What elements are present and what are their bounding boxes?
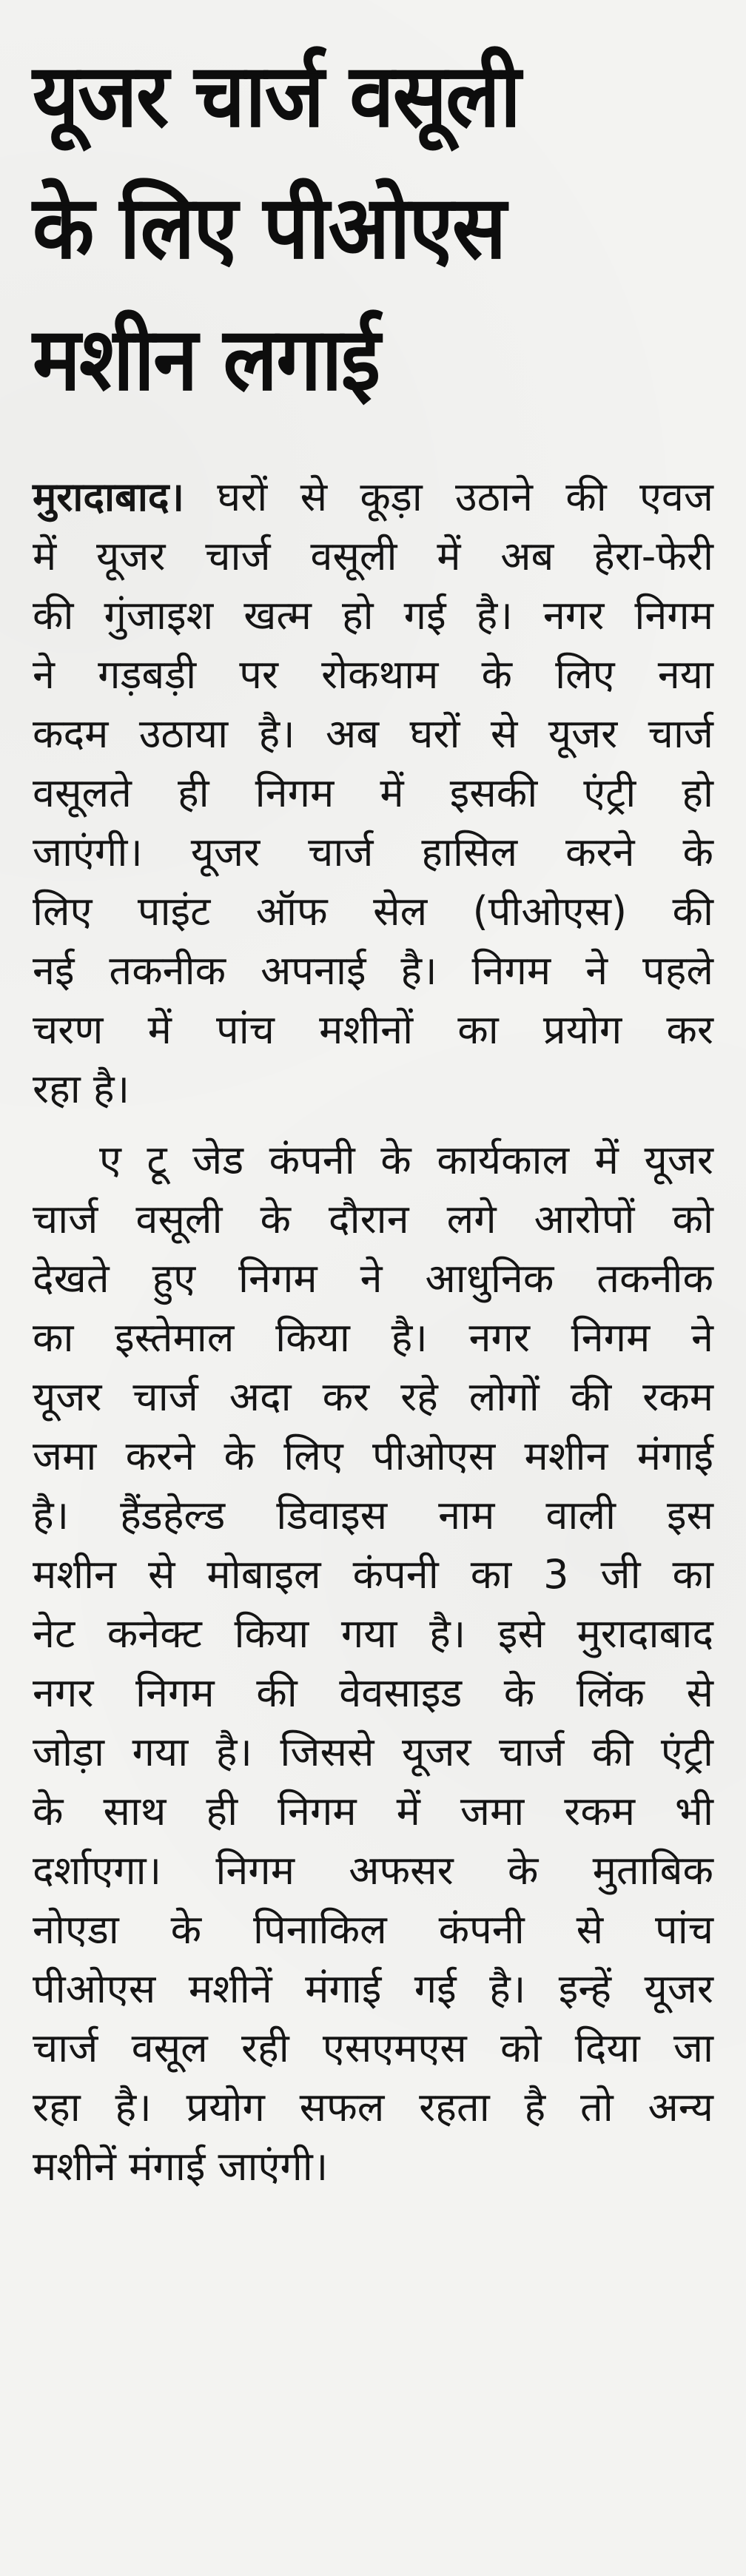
paragraph-2-line-11: जोड़ा गया है। जिससे यूजर चार्ज की एंट्री xyxy=(33,1729,713,1775)
paragraph-2-line-12: के साथ ही निगम में जमा रकम भी xyxy=(33,1788,713,1835)
paragraph-2-line-5: यूजर चार्ज अदा कर रहे लोगों की रकम xyxy=(33,1373,713,1420)
paragraph-2-line-18: मशीनें मंगाई जाएंगी। xyxy=(33,2143,329,2190)
paragraph-2-line-4: का इस्तेमाल किया है। नगर निगम ने xyxy=(33,1314,713,1361)
paragraph-1-line-2: में यूजर चार्ज वसूली में अब हेरा-फेरी xyxy=(33,533,713,579)
paragraph-2-line-14: नोएडा के पिनाकिल कंपनी से पांच xyxy=(33,1906,713,1953)
paragraph-2-line-15: पीओएस मशीनें मंगाई गई है। इन्हें यूजर xyxy=(33,1965,713,2012)
paragraph-1-line-5: कदम उठाया है। अब घरों से यूजर चार्ज xyxy=(33,710,713,757)
headline-line-2: के लिए पीओएस xyxy=(33,176,505,278)
paragraph-1-line-1 xyxy=(33,468,713,527)
paragraph-2-line-17: रहा है। प्रयोग सफल रहता है तो अन्य xyxy=(33,2084,713,2131)
paragraph-2-line-3: देखते हुए निगम ने आधुनिक तकनीक xyxy=(33,1255,713,1302)
paragraph-1-line-4: ने गड़बड़ी पर रोकथाम के लिए नया xyxy=(33,651,713,698)
paragraph-2-line-1: ए टू जेड कंपनी के कार्यकाल में यूजर xyxy=(99,1137,713,1183)
paragraph-2-line-9: नेट कनेक्ट किया गया है। इसे मुरादाबाद xyxy=(33,1610,713,1657)
paragraph-1-line-9: नई तकनीक अपनाई है। निगम ने पहले xyxy=(33,947,713,994)
paragraph-1-line-10: चरण में पांच मशीनों का प्रयोग कर xyxy=(33,1006,713,1053)
dateline: मुरादाबाद। xyxy=(33,474,184,520)
paragraph-1 xyxy=(33,468,713,1119)
article-body xyxy=(33,468,713,2196)
paragraph-2-line-16: चार्ज वसूल रही एसएमएस को दिया जा xyxy=(33,2025,713,2071)
headline xyxy=(33,30,659,425)
headline-line-1: यूजर चार्ज वसूली xyxy=(33,44,520,147)
paragraph-2-line-10: नगर निगम की वेवसाइड के लिंक से xyxy=(33,1669,713,1716)
paragraph-2-line-2: चार्ज वसूली के दौरान लगे आरोपों को xyxy=(33,1196,713,1242)
paragraph-1-line-8: लिए पाइंट ऑफ सेल (पीओएस) की xyxy=(33,888,713,935)
paragraph-2-line-13: दर्शाएगा। निगम अफसर के मुताबिक xyxy=(33,1847,713,1894)
paragraph-1-line-6: वसूलते ही निगम में इसकी एंट्री हो xyxy=(33,770,713,816)
paragraph-1-line-3: की गुंजाइश खत्म हो गई है। नगर निगम xyxy=(33,592,713,639)
paragraph-1-line-1-text: घरों से कूड़ा उठाने की एवज xyxy=(184,474,713,520)
headline-line-3: मशीन लगाई xyxy=(33,308,380,410)
paragraph-2-line-6: जमा करने के लिए पीओएस मशीन मंगाई xyxy=(33,1433,713,1479)
paragraph-2 xyxy=(33,1131,713,2196)
paragraph-1-line-7: जाएंगी। यूजर चार्ज हासिल करने के xyxy=(33,829,713,875)
paragraph-2-line-7: है। हैंडहेल्ड डिवाइस नाम वाली इस xyxy=(33,1492,713,1538)
paragraph-1-line-11: रहा है। xyxy=(33,1066,130,1112)
paragraph-2-line-8: मशीन से मोबाइल कंपनी का 3 जी का xyxy=(33,1551,713,1598)
